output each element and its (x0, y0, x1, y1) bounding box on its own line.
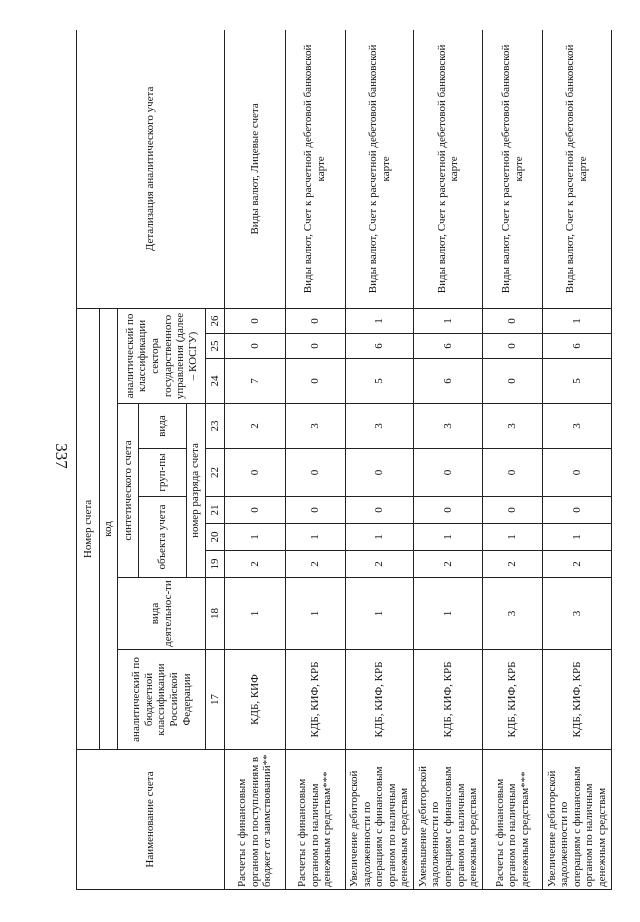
row-account-name: Расчеты с финансовым органом по поступлениям в бюджет от заимствований** (225, 750, 285, 890)
row-activity: 1 (414, 578, 483, 650)
row-digit-19: 2 (543, 551, 612, 578)
row-digit-20: 1 (414, 524, 483, 551)
header-kind: вида (139, 404, 187, 449)
row-activity: 1 (285, 578, 345, 650)
header-detail: Детализация аналитического учета (77, 30, 225, 308)
row-detail: Виды валют, Счет к расчетной дебетовой банковской карте (483, 30, 543, 308)
row-digit-20: 1 (345, 524, 414, 551)
row-digit-24: 0 (483, 359, 543, 404)
table-wrapper (76, 30, 612, 890)
col-num-22: 22 (205, 449, 225, 497)
row-digit-26: 0 (483, 308, 543, 333)
table-row (225, 30, 285, 890)
row-budget-class: КДБ, КИФ, КРБ (414, 650, 483, 750)
table-row (285, 30, 345, 890)
row-digit-26: 1 (543, 308, 612, 333)
col-num-20: 20 (205, 524, 225, 551)
header-kosgu: аналитический по классификации сектора государственного управления (далее – КОСГУ) (118, 308, 205, 403)
row-budget-class: КДБ, КИФ, КРБ (285, 650, 345, 750)
row-digit-23: 2 (225, 404, 285, 449)
row-budget-class: КДБ, КИФ (225, 650, 285, 750)
row-digit-23: 3 (285, 404, 345, 449)
row-account-name: Увеличение дебиторской задолженности по операциям с финансовым органом по наличным денежным средствам (543, 750, 612, 890)
header-digit: номер разряда счета (186, 404, 205, 578)
row-activity: 3 (543, 578, 612, 650)
row-digit-21: 0 (225, 497, 285, 524)
header-object: объекта учета (139, 497, 187, 578)
row-digit-22: 0 (414, 449, 483, 497)
row-digit-25: 0 (285, 334, 345, 359)
header-account-number: Номер счета (77, 308, 100, 749)
table-row (543, 30, 612, 890)
col-num-25: 25 (205, 334, 225, 359)
row-detail: Виды валют, Счет к расчетной дебетовой банковской карте (414, 30, 483, 308)
row-digit-26: 0 (225, 308, 285, 333)
col-num-19: 19 (205, 551, 225, 578)
row-digit-19: 2 (285, 551, 345, 578)
row-detail: Виды валют, Счет к расчетной дебетовой банковской карте (285, 30, 345, 308)
row-budget-class: КДБ, КИФ, КРБ (543, 650, 612, 750)
accounts-table (76, 30, 612, 890)
row-digit-22: 0 (543, 449, 612, 497)
row-digit-24: 0 (285, 359, 345, 404)
row-digit-26: 1 (414, 308, 483, 333)
col-num-23: 23 (205, 404, 225, 449)
row-digit-25: 6 (414, 334, 483, 359)
row-detail: Виды валют, Счет к расчетной дебетовой банковской карте (345, 30, 414, 308)
header-account-name: Наименование счета (77, 750, 225, 890)
row-digit-26: 1 (345, 308, 414, 333)
row-digit-21: 0 (543, 497, 612, 524)
row-detail: Виды валют, Лицевые счета (225, 30, 285, 308)
row-detail: Виды валют, Счет к расчетной дебетовой банковской карте (543, 30, 612, 308)
row-digit-25: 0 (225, 334, 285, 359)
row-budget-class: КДБ, КИФ, КРБ (483, 650, 543, 750)
row-digit-22: 0 (225, 449, 285, 497)
row-account-name: Уменьшение дебиторской задолженности по операциям с финансовым органом по наличным денежным средствам (414, 750, 483, 890)
row-digit-19: 2 (225, 551, 285, 578)
row-account-name: Расчеты с финансовым органом по наличным денежным средствам*** (285, 750, 345, 890)
row-digit-19: 2 (345, 551, 414, 578)
row-digit-24: 5 (345, 359, 414, 404)
page-number: 337 (51, 443, 71, 469)
header-code: код (99, 308, 118, 749)
header-activity-type: вида деятельнос-ти (118, 578, 205, 650)
row-digit-20: 1 (543, 524, 612, 551)
row-digit-24: 5 (543, 359, 612, 404)
row-digit-22: 0 (285, 449, 345, 497)
row-digit-21: 0 (285, 497, 345, 524)
table-row (414, 30, 483, 890)
row-digit-21: 0 (345, 497, 414, 524)
row-account-name: Расчеты с финансовым органом по наличным денежным средствам*** (483, 750, 543, 890)
col-num-17: 17 (205, 650, 225, 750)
row-digit-26: 0 (285, 308, 345, 333)
row-digit-22: 0 (345, 449, 414, 497)
row-digit-19: 2 (414, 551, 483, 578)
col-num-18: 18 (205, 578, 225, 650)
row-digit-20: 1 (285, 524, 345, 551)
row-digit-20: 1 (225, 524, 285, 551)
table-row (345, 30, 414, 890)
row-account-name: Увеличение дебиторской задолженности по операциям с финансовым органом по наличным денежным средствам (345, 750, 414, 890)
row-digit-19: 2 (483, 551, 543, 578)
row-digit-21: 0 (414, 497, 483, 524)
row-digit-21: 0 (483, 497, 543, 524)
row-digit-20: 1 (483, 524, 543, 551)
row-digit-23: 3 (414, 404, 483, 449)
row-digit-23: 3 (483, 404, 543, 449)
row-budget-class: КДБ, КИФ, КРБ (345, 650, 414, 750)
row-activity: 1 (345, 578, 414, 650)
row-activity: 1 (225, 578, 285, 650)
rotated-table-container (76, 30, 612, 890)
col-num-24: 24 (205, 359, 225, 404)
table-row (483, 30, 543, 890)
row-digit-25: 6 (345, 334, 414, 359)
header-analytic-budget: аналитический по бюджетной классификации Российской Федерации (118, 650, 205, 750)
row-digit-24: 6 (414, 359, 483, 404)
header-synthetic: синтетического счета (118, 404, 139, 578)
col-num-21: 21 (205, 497, 225, 524)
header-group: груп-пы (139, 449, 187, 497)
row-digit-23: 3 (543, 404, 612, 449)
row-activity: 3 (483, 578, 543, 650)
col-num-26: 26 (205, 308, 225, 333)
row-digit-22: 0 (483, 449, 543, 497)
row-digit-24: 7 (225, 359, 285, 404)
row-digit-23: 3 (345, 404, 414, 449)
row-digit-25: 0 (483, 334, 543, 359)
row-digit-25: 6 (543, 334, 612, 359)
